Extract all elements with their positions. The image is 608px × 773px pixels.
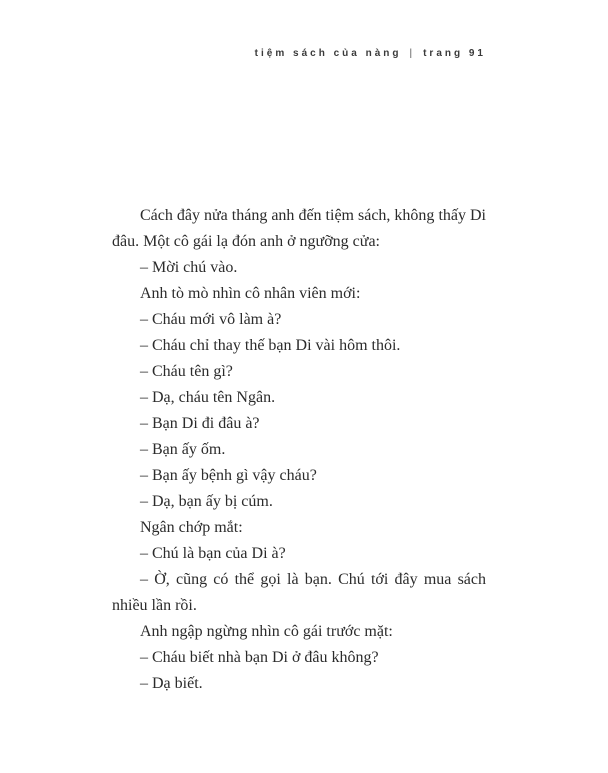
- book-title: tiệm sách của nàng: [254, 48, 402, 59]
- paragraph: – Dạ biết.: [140, 675, 203, 692]
- paragraph: Anh tò mò nhìn cô nhân viên mới:: [140, 285, 361, 302]
- page-header: [112, 48, 486, 59]
- paragraph: – Dạ, bạn ấy bị cúm.: [140, 493, 273, 510]
- paragraph: – Bạn ấy ốm.: [140, 441, 226, 458]
- paragraph: – Cháu chỉ thay thế bạn Di vài hôm thôi.: [140, 337, 401, 354]
- paragraph: – Bạn Di đi đâu à?: [140, 415, 260, 432]
- paragraph: Cách đây nửa tháng anh đến tiệm sách, không thấy Di đâu. Một cô gái lạ đón anh ở ngưỡng cửa:: [112, 207, 486, 250]
- page-number: trang 91: [423, 48, 486, 59]
- paragraph: – Mời chú vào.: [140, 259, 238, 276]
- paragraph: – Cháu mới vô làm à?: [140, 311, 282, 328]
- paragraph: – Dạ, cháu tên Ngân.: [140, 389, 276, 406]
- paragraph: – Bạn ấy bệnh gì vậy cháu?: [140, 467, 317, 484]
- body-text: [112, 203, 486, 697]
- paragraph: – Ờ, cũng có thể gọi là bạn. Chú tới đây mua sách nhiều lần rồi.: [112, 571, 486, 614]
- paragraph: – Chú là bạn của Di à?: [140, 545, 286, 562]
- paragraph: Anh ngập ngừng nhìn cô gái trước mặt:: [140, 623, 393, 640]
- header-separator: |: [409, 48, 416, 59]
- paragraph: Ngân chớp mắt:: [140, 519, 243, 536]
- paragraph: – Cháu biết nhà bạn Di ở đâu không?: [140, 649, 379, 666]
- paragraph: – Cháu tên gì?: [140, 363, 233, 380]
